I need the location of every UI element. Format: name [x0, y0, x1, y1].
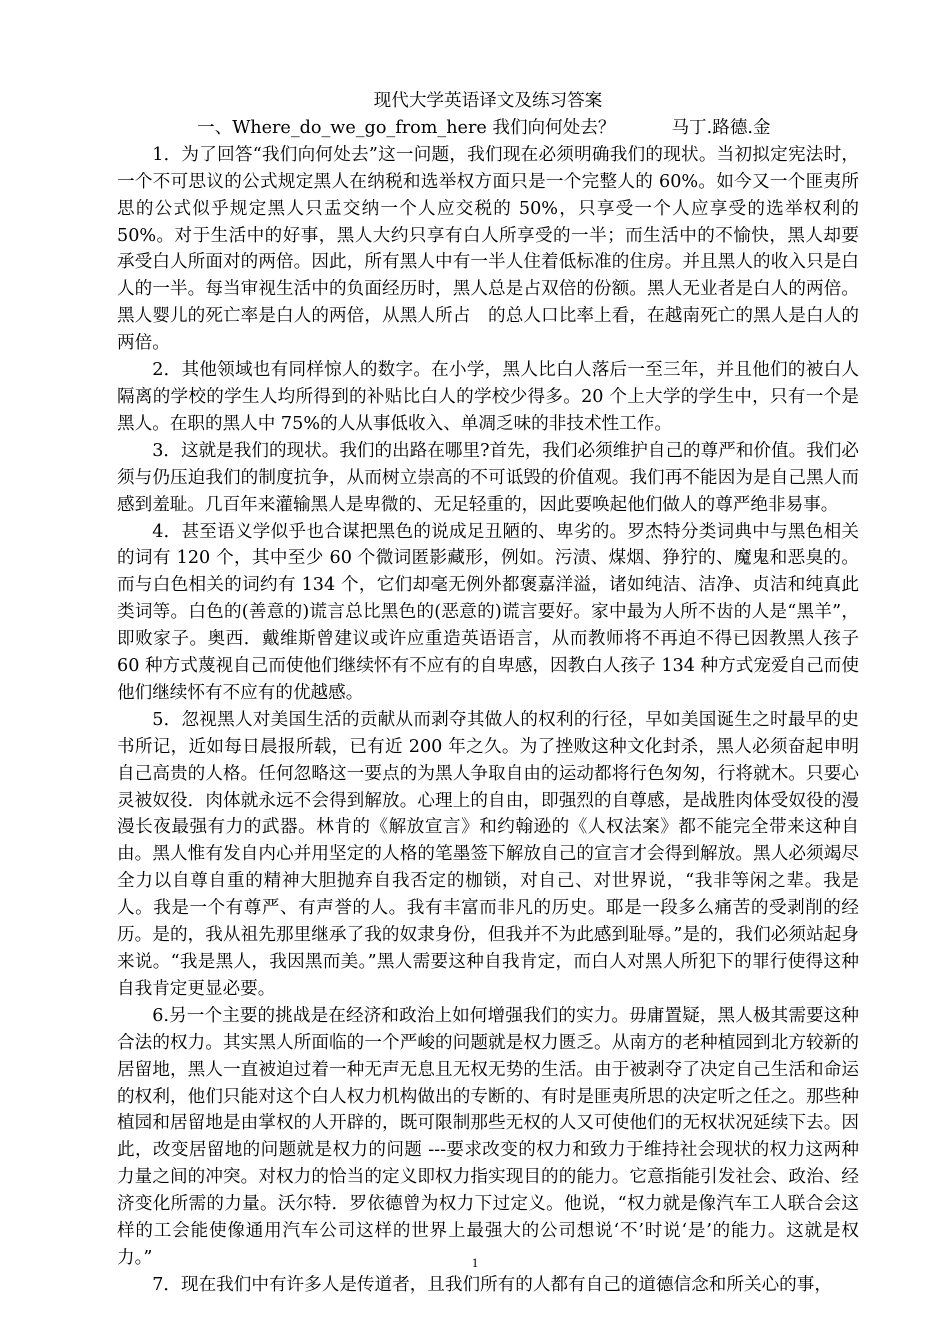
document-body	[117, 88, 859, 1299]
document-subtitle: 一、Where_do_we_go_from_here 我们向何处去？ 马丁.路德.金	[197, 117, 771, 138]
page-number: 1	[471, 1255, 479, 1270]
paragraph-1: 1．为了回答“我们向何处去”这一问题，我们现在必须明确我们的现状。当初拟定宪法时，一个不可思议的公式规定黑人在纳税和选举权方面只是一个完整人的 60%。如今又一个匪夷所思的公式似乎规定黑人只盂交纳一个人应交税的 50%，只享受一个人应享受的选举权利的 50%。对于生活中的好事，黑人大约只享有白人所享受的一半；而生活中的不愉快，黑人却要承受白人所面对的两倍。因此，所有黑人中有一半人住着低标准的住房。并且黑人的收入只是白人的一半。每当审视生活中的负面经历时，黑人总是占双倍的份额。黑人无业者是白人的两倍。黑人婴儿的死亡率是白人的两倍，从黑人所占 的总人口比率上看，在越南死亡的黑人是白人的两倍。	[117, 144, 859, 354]
paragraph-3: 3．这就是我们的现状。我们的出路在哪里?首先，我们必须维护自己的尊严和价值。我们必须与仍压迫我们的制度抗争，从而树立崇高的不可诋毁的价值观。我们再不能因为是自己黑人而感到羞耻。几百年来灌输黑人是卑微的、无足轻重的，因此要唤起他们做人的尊严绝非易事。	[117, 440, 859, 515]
paragraph-7: 7．现在我们中有许多人是传道者，且我们所有的人都有自己的道德信念和所关心的事，	[152, 1274, 832, 1295]
paragraph-4: 4．甚至语义学似乎也合谋把黑色的说成足丑陋的、卑劣的。罗杰特分类词典中与黑色相关的词有 120 个，其中至少 60 个微词匿影藏形，例如。污渍、煤烟、狰狞的、魔鬼和恶臭的。而与白色相关的词约有 134 个，它们却毫无例外都褒嘉洋溢，诸如纯洁、洁净、贞洁和纯真此类词等。白色的(善意的)谎言总比黑色的(恶意的)谎言要好。家中最为人所不齿的人是“黑羊”，即败家子。奥西．戴维斯曾建议或许应重造英语语言，从而教师将不再迫不得已因教黑人孩子 60 种方式蔑视自己而使他们继续怀有不应有的自卑感，因教白人孩子 134 种方式宠爱自己而使他们继续怀有不应有的优越感。	[117, 521, 859, 703]
document-title: 现代大学英语译文及练习答案	[373, 91, 603, 111]
paragraph-6: 6.另一个主要的挑战是在经济和政治上如何增强我们的实力。毋庸置疑，黑人极其需要这种合法的权力。其实黑人所面临的一个严峻的问题就是权力匮乏。从南方的老种植园到北方较新的居留地，黑人一直被迫过着一种无声无息且无权无势的生活。由于被剥夺了决定自己生活和命运的权利，他们只能对这个白人权力机构做出的专断的、有时是匪夷所思的决定听之任之。那些种植园和居留地是由掌权的人开辟的，既可限制那些无权的人又可使他们的无权状况延续下去。因此，改变居留地的问题就是权力的问题 ---要求改变的权力和致力于维持社会现状的权力这两种力量之间的冲突。对权力的恰当的定义即权力指实现目的的能力。它意指能引发社会、政治、经济变化所需的力量。沃尔特．罗依德曾为权力下过定义。他说，“权力就是像汽车工人联合会这样的工会能使像通用汽车公司这样的世界上最强大的公司想说‘不’时说‘是’的能力。这就是权力。”	[117, 1005, 859, 1268]
paragraph-2: 2．其他领域也有同样惊人的数字。在小学，黑人比白人落后一至三年，并且他们的被白人隔离的学校的学生人均所得到的补贴比白人的学校少得多。20 个上大学的学生中，只有一个是黑人。在职的黑人中 75%的人从事低收入、单凋乏味的非技术性工作。	[117, 360, 859, 434]
paragraph-5: 5．忽视黑人对美国生活的贡献从而剥夺其做人的权利的行径，早如美国诞生之时最早的史书所记，近如每日晨报所载，已有近 200 年之久。为了挫败这种文化封杀，黑人必须奋起申明自己高贵的人格。任何忽略这一要点的为黑人争取自由的运动都将行色匆匆，行将就木。只要心灵被奴役．肉体就永远不会得到解放。心理上的自由，即强烈的自尊感，是战胜肉体受奴役的漫漫长夜最强有力的武器。林肯的《解放宣言》和约翰逊的《人权法案》都不能完全带来这种自由。黑人惟有发自内心并用坚定的人格的笔墨签下解放自己的宣言才会得到解放。黑人必须竭尽全力以自尊自重的精神大胆抛弃自我否定的枷锁，对自己、对世界说，“我非等闲之辈。我是人。我是一个有尊严、有声誉的人。我有丰富而非凡的历史。耶是一段多么痛苦的受剥削的经历。是的，我从祖先那里继承了我的奴隶身份，但我并不为此感到耻辱。”是的，我们必须站起身来说。“我是黑人，我因黑而美。”黑人需要这种自我肯定，而白人对黑人所犯下的罪行使得这种自我肯定更显必要。	[117, 709, 859, 999]
